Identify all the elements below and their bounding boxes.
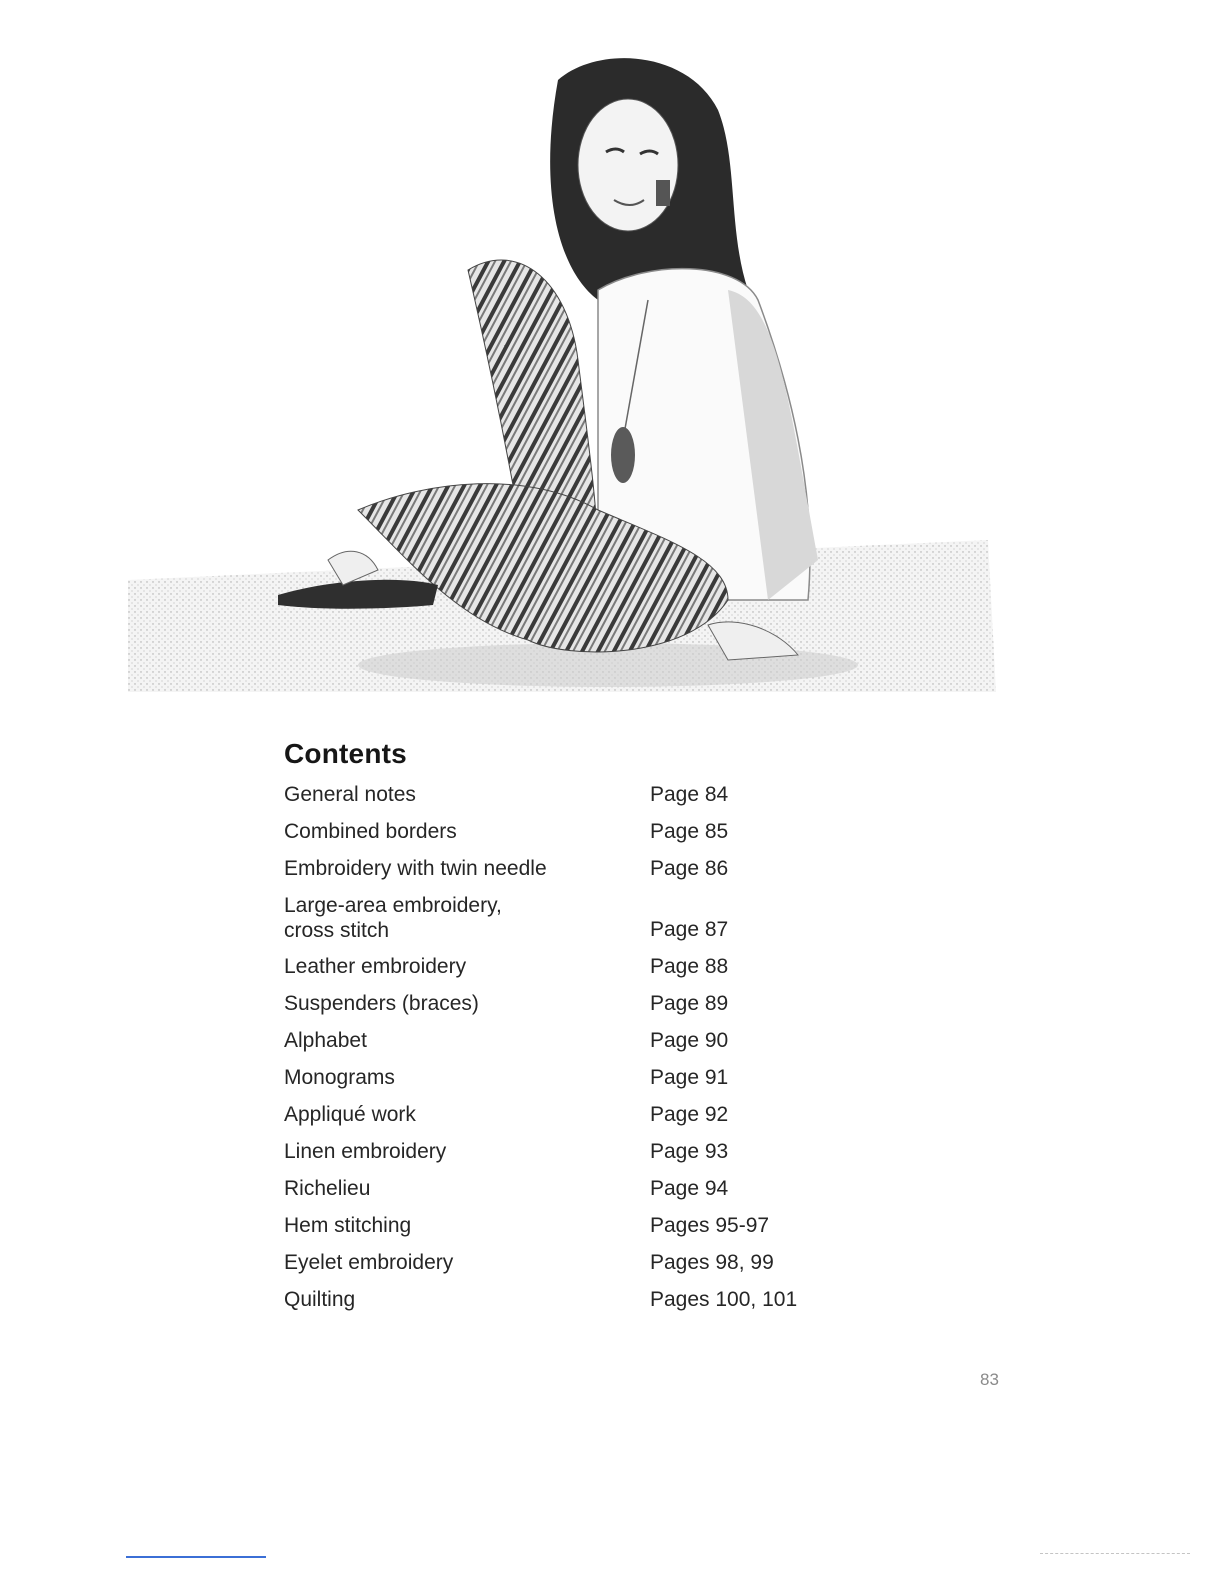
toc-entry-page: Page 85 — [650, 820, 729, 843]
toc-entry-title-line1: Large-area embroidery, — [284, 894, 502, 917]
cover-photo — [128, 40, 996, 692]
toc-entry-page: Pages 95-97 — [650, 1214, 770, 1237]
toc-entry — [284, 1176, 844, 1202]
toc-entry-title: Embroidery with twin needle — [284, 857, 547, 880]
toc-entry-page: Page 94 — [650, 1177, 729, 1200]
toc-entry-title-line2: cross stitch — [284, 919, 390, 942]
toc-entry-title: Combined borders — [284, 820, 457, 843]
toc-entry — [284, 1250, 844, 1276]
bottom-rule-right — [1040, 1553, 1190, 1554]
toc-entry-title: Appliqué work — [284, 1103, 416, 1126]
toc-entry-page: Page 90 — [650, 1029, 729, 1052]
toc-entry — [284, 1139, 844, 1165]
contents-heading: Contents — [284, 738, 407, 769]
toc-entry-title: Leather embroidery — [284, 955, 467, 978]
toc-entry — [284, 1287, 844, 1313]
toc-entry — [284, 893, 844, 943]
toc-entry — [284, 1065, 844, 1091]
toc-entry-title: Monograms — [284, 1066, 395, 1089]
toc-entry-title — [284, 893, 650, 943]
toc-entry-page: Page 86 — [650, 857, 729, 880]
toc-entry-page: Pages 100, 101 — [650, 1288, 798, 1311]
toc-entry-title: Hem stitching — [284, 1214, 412, 1237]
toc-entry-page: Page 93 — [650, 1140, 729, 1163]
toc-entry-page: Page 88 — [650, 955, 729, 978]
toc-entry — [284, 1213, 844, 1239]
toc-entry-title: General notes — [284, 783, 416, 806]
toc-entry-title: Richelieu — [284, 1177, 371, 1200]
toc-entry-page: Pages 98, 99 — [650, 1251, 774, 1274]
toc-entry-title: Suspenders (braces) — [284, 992, 479, 1015]
page-number: 83 — [980, 1370, 999, 1389]
toc-entry-title: Quilting — [284, 1288, 356, 1311]
toc-entry — [284, 782, 844, 808]
toc-entry-title: Alphabet — [284, 1029, 367, 1052]
toc-entry — [284, 1102, 844, 1128]
toc-entry — [284, 1028, 844, 1054]
toc-entry — [284, 954, 844, 980]
toc-entry — [284, 991, 844, 1017]
toc-entry-page: Page 91 — [650, 1066, 729, 1089]
contents-section — [284, 738, 844, 1324]
toc-entry-page: Page 87 — [650, 918, 729, 941]
toc-entry-page: Page 92 — [650, 1103, 729, 1126]
toc-entry — [284, 819, 844, 845]
toc-entry-page: Page 89 — [650, 992, 729, 1015]
contents-list — [284, 782, 844, 1313]
toc-entry-title: Linen embroidery — [284, 1140, 447, 1163]
bottom-rule — [126, 1556, 266, 1558]
toc-entry-page: Page 84 — [650, 783, 729, 806]
toc-entry-title: Eyelet embroidery — [284, 1251, 454, 1274]
toc-entry — [284, 856, 844, 882]
